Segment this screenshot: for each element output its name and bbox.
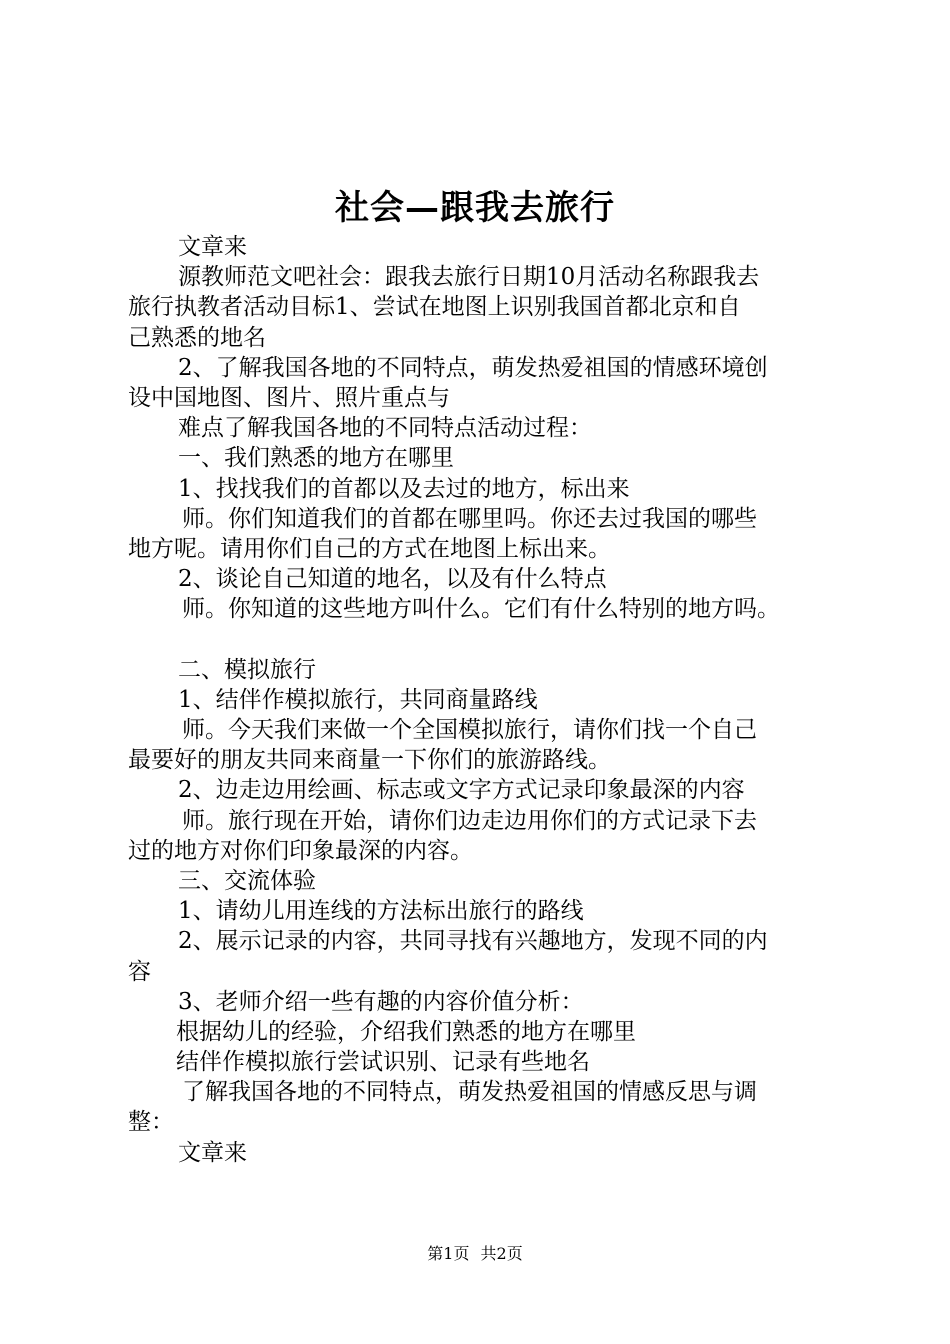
paragraph-line: 根据幼儿的经验，介绍我们熟悉的地方在哪里 — [176, 1018, 636, 1045]
paragraph-line: 2、边走边用绘画、标志或文字方式记录印象最深的内容 — [178, 777, 745, 804]
paragraph-line: 师。旅行现在开始，请你们边走边用你们的方式记录下去 — [182, 807, 757, 834]
paragraph-line: 1、结伴作模拟旅行，共同商量路线 — [178, 686, 538, 713]
paragraph-line: 旅行执教者活动目标1、尝试在地图上识别我国首都北京和自 — [128, 294, 741, 321]
paragraph-line: 设中国地图、图片、照片重点与 — [128, 384, 450, 411]
paragraph-line: 地方呢。请用你们自己的方式在地图上标出来。 — [128, 535, 611, 562]
paragraph-line: 2、了解我国各地的不同特点，萌发热爱祖国的情感环境创 — [178, 354, 768, 381]
blank-line — [128, 624, 840, 654]
paragraph-line: 源教师范文吧社会：跟我去旅行日期10月活动名称跟我去 — [178, 264, 760, 291]
document-title: 社会—跟我去旅行 — [335, 188, 615, 228]
document-body — [128, 232, 840, 1168]
page-number: 第1页 — [427, 1244, 470, 1263]
section-heading: 二、模拟旅行 — [178, 656, 316, 683]
paragraph-line: 师。你们知道我们的首都在哪里吗。你还去过我国的哪些 — [182, 505, 757, 532]
paragraph-line: 1、请幼儿用连线的方法标出旅行的路线 — [178, 898, 584, 925]
paragraph-line: 文章来 — [178, 1139, 247, 1166]
paragraph-line: 2、展示记录的内容，共同寻找有兴趣地方，发现不同的内 — [178, 928, 768, 955]
paragraph-line: 整： — [128, 1109, 174, 1136]
section-heading: 三、交流体验 — [178, 867, 316, 894]
paragraph-line: 了解我国各地的不同特点，萌发热爱祖国的情感反思与调 — [182, 1079, 757, 1106]
paragraph-line: 1、找找我们的首都以及去过的地方，标出来 — [178, 475, 630, 502]
page-footer — [0, 1244, 950, 1264]
paragraph-line: 容 — [128, 958, 151, 985]
paragraph-line: 己熟悉的地名 — [128, 324, 266, 351]
paragraph-line: 过的地方对你们印象最深的内容。 — [128, 837, 473, 864]
page-total: 共2页 — [480, 1244, 523, 1263]
section-heading: 一、我们熟悉的地方在哪里 — [178, 445, 454, 472]
paragraph-line: 师。今天我们来做一个全国模拟旅行，请你们找一个自己 — [182, 717, 757, 743]
paragraph-line: 3、老师介绍一些有趣的内容价值分析： — [178, 988, 584, 1015]
paragraph-line: 文章来 — [178, 234, 247, 260]
paragraph-line: 师。你知道的这些地方叫什么。它们有什么特别的地方吗。 — [182, 596, 780, 623]
paragraph-line: 难点了解我国各地的不同特点活动过程： — [178, 415, 592, 442]
paragraph-line: 2、谈论自己知道的地名，以及有什么特点 — [178, 566, 607, 593]
paragraph-line: 结伴作模拟旅行尝试识别、记录有些地名 — [176, 1049, 590, 1076]
paragraph-line: 最要好的朋友共同来商量一下你们的旅游路线。 — [128, 747, 611, 774]
